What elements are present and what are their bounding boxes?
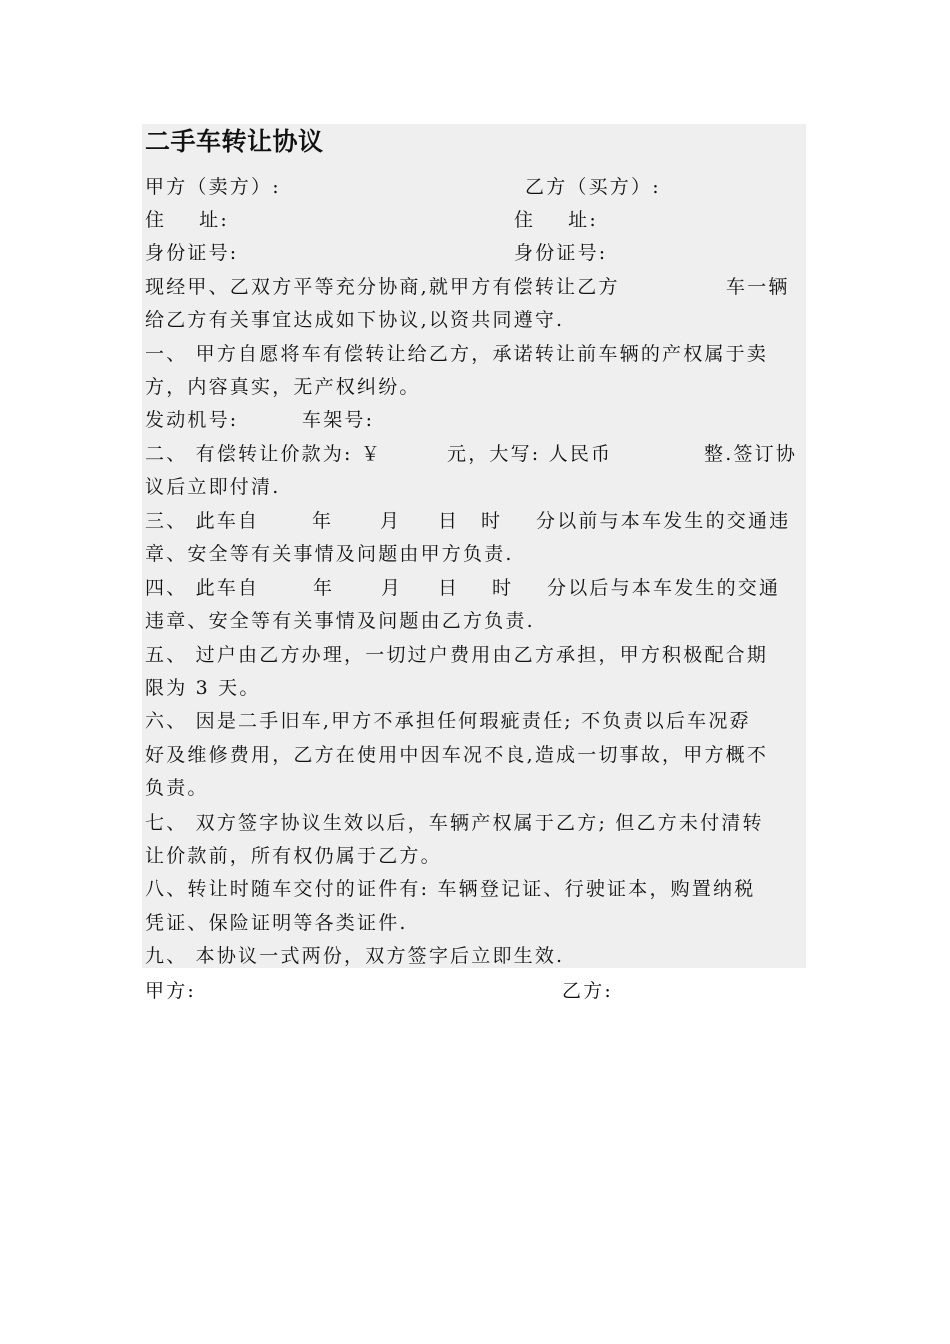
clause-1-line-1: 一、 甲方自愿将车有偿转让给乙方，承诺转让前车辆的产权属于卖 [145, 343, 769, 365]
clause-2-line-2: 议后立即付清. [145, 476, 281, 498]
seller-address-label: 住 址: [145, 209, 229, 231]
seller-id-label: 身份证号: [145, 242, 239, 264]
clause-3-hour: 时 [481, 510, 503, 532]
seller-label: 甲方（卖方）: [145, 176, 281, 198]
clause-7-line-2: 让价款前，所有权仍属于乙方。 [145, 845, 442, 867]
clause-6-line-2: 好及维修费用，乙方在使用中因车况不良,造成一切事故，甲方概不 [145, 744, 769, 766]
intro-line-2: 给乙方有关事宜达成如下协议,以资共同遵守. [145, 309, 565, 331]
clause-6-line-3: 负责。 [145, 777, 209, 799]
clause-4-year: 年 [313, 577, 335, 599]
clause-4-line-2: 违章、安全等有关事情及问题由乙方负责. [145, 610, 535, 632]
clause-1-line-2: 方，内容真实，无产权纠纷。 [145, 376, 421, 398]
clause-3-month: 月 [380, 510, 402, 532]
clause-3-line-2: 章、安全等有关事情及问题由甲方负责. [145, 543, 514, 565]
clause-6-line-1: 六、 因是二手旧车,甲方不承担任何瑕疵责任; 不负责以后车况孬 [145, 710, 751, 732]
clause-4-prefix: 四、 此车自 [145, 577, 260, 599]
clause-4-month: 月 [381, 577, 403, 599]
buyer-label: 乙方（买方）: [525, 176, 661, 198]
clause-5-line-1: 五、 过户由乙方办理，一切过户费用由乙方承担，甲方积极配合期 [145, 644, 769, 666]
clause-4-hour: 时 [492, 577, 514, 599]
clause-8-line-2: 凭证、保险证明等各类证件. [145, 912, 408, 934]
buyer-address-label: 住 址: [514, 209, 598, 231]
clause-9-line-1: 九、 本协议一式两份，双方签字后立即生效. [145, 945, 565, 967]
document-title: 二手车转让协议 [145, 127, 324, 156]
clause-2-price-prefix: 二、 有偿转让价款为: ￥ [145, 443, 383, 465]
clause-7-line-1: 七、 双方签字协议生效以后，车辆产权属于乙方; 但乙方未付清转 [145, 812, 764, 834]
clause-4-suffix: 分以后与本车发生的交通 [547, 577, 781, 599]
buyer-id-label: 身份证号: [514, 242, 608, 264]
intro-line-1-end: 车一辆 [726, 276, 790, 298]
frame-number-label: 车架号: [302, 409, 375, 431]
clause-5-line-2: 限为 3 天。 [145, 677, 261, 699]
party-b-signature-label: 乙方: [562, 980, 614, 1002]
engine-number-label: 发动机号: [145, 409, 239, 431]
clause-8-line-1: 八、转让时随车交付的证件有: 车辆登记证、行驶证本，购置纳税 [145, 878, 756, 900]
clause-3-year: 年 [312, 510, 334, 532]
clause-3-day: 日 [438, 510, 460, 532]
clause-2-suffix: 整.签订协 [704, 443, 798, 465]
clause-3-prefix: 三、 此车自 [145, 510, 260, 532]
party-a-signature-label: 甲方: [145, 980, 197, 1002]
clause-4-day: 日 [438, 577, 460, 599]
clause-2-yuan: 元，大写: 人民币 [447, 443, 613, 465]
intro-line-1: 现经甲、乙双方平等充分协商,就甲方有偿转让乙方 [145, 276, 620, 298]
clause-3-suffix: 分以前与本车发生的交通违 [536, 510, 791, 532]
